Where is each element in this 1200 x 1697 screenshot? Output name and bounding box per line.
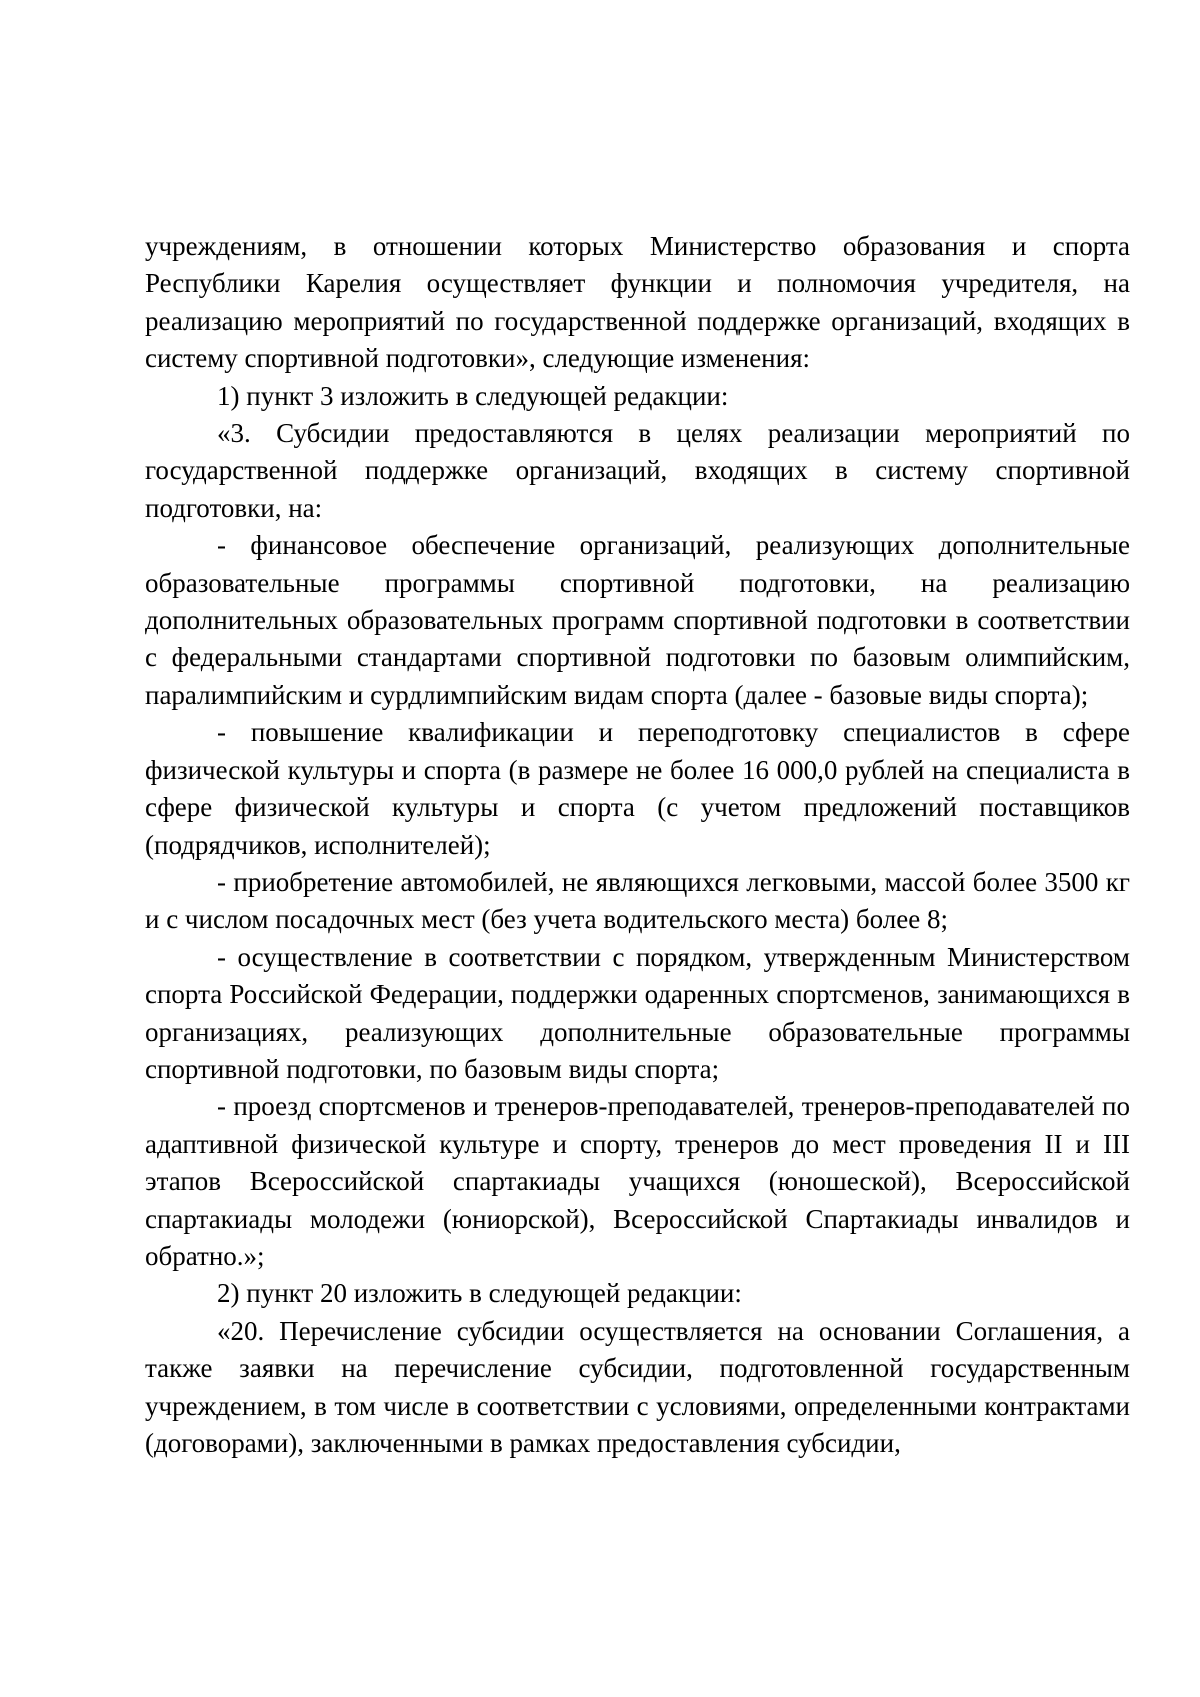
paragraph-point-3: «3. Субсидии предоставляются в целях реализации мероприятий по государственной поддержке организаций, входящих в систему спортивной подготовки, на:	[145, 418, 1130, 523]
paragraph-dash-athletes-support: - осуществление в соответствии с порядком, утвержденным Министерством спорта Российской Федерации, поддержки одаренных спортсменов, занимающихся в организациях, реализующих дополнительные образовательные программы спортивной подготовки, по базовым виды спорта;	[145, 941, 1130, 1084]
paragraph-point-20: «20. Перечисление субсидии осуществляется на основании Соглашения, а также заявки на перечисление субсидии, подготовленной государственным учреждением, в том числе в соответствии с условиями, определенными контрактами (договорами), заключенными в рамках предоставления субсидии,	[145, 1315, 1130, 1458]
paragraph-intro: учреждениям, в отношении которых Министерство образования и спорта Республики Карелия осуществляет функции и полномочия учредителя, на реализацию мероприятий по государственной поддержке организаций, входящих в систему спортивной подготовки», следующие изменения:	[145, 231, 1130, 374]
paragraph-dash-training: - повышение квалификации и переподготовку специалистов в сфере физической культуры и спорта (в размере не более 16 000,0 рублей на специалиста в сфере физической культуры и спорта (с учетом предложений поставщиков (подрядчиков, исполнителей);	[145, 717, 1130, 860]
paragraph-dash-financing: - финансовое обеспечение организаций, реализующих дополнительные образовательные программы спортивной подготовки, на реализацию дополнительных образовательных программ спортивной подготовки в соответствии с федеральными стандартами спортивной подготовки по базовым олимпийским, паралимпийским и сурдлимпийским видам спорта (далее - базовые виды спорта);	[145, 530, 1130, 710]
document-body	[145, 228, 1130, 1462]
paragraph-dash-vehicles: - приобретение автомобилей, не являющихся легковыми, массой более 3500 кг и с числом посадочных мест (без учета водительского места) более 8;	[145, 866, 1130, 935]
paragraph-dash-travel: - проезд спортсменов и тренеров-преподавателей, тренеров-преподавателей по адаптивной физической культуре и спорту, тренеров до мест проведения II и III этапов Всероссийской спартакиады учащихся (юношеской), Всероссийской спартакиады молодежи (юниорской), Всероссийской Спартакиады инвалидов и обратно.»;	[145, 1091, 1130, 1271]
paragraph-item-1: 1) пункт 3 изложить в следующей редакции:	[217, 380, 729, 411]
paragraph-item-2: 2) пункт 20 изложить в следующей редакции:	[217, 1278, 742, 1309]
